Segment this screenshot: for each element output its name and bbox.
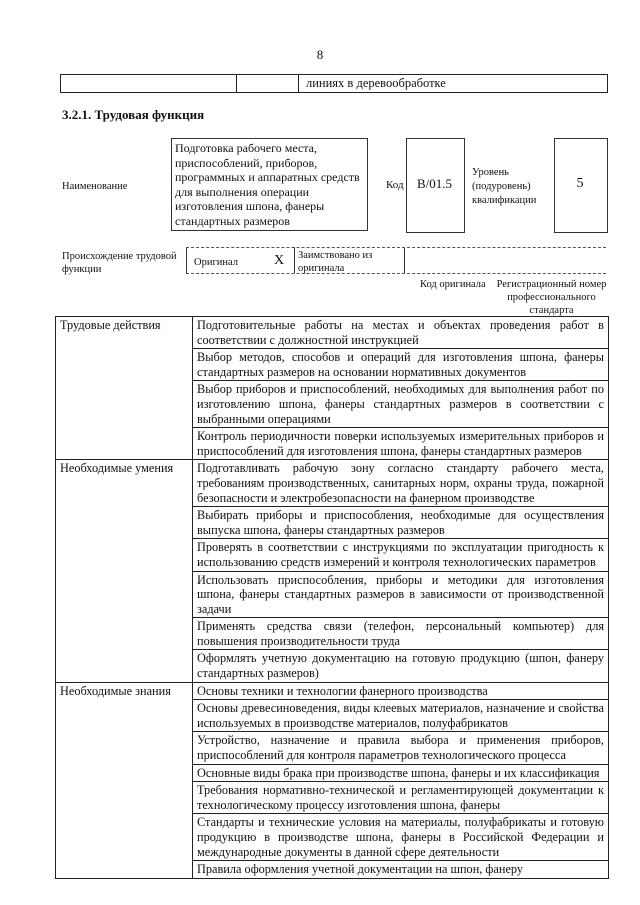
group-item: Основы техники и технологии фанерного производства bbox=[193, 682, 609, 700]
continued-text: линиях в деревообработке bbox=[306, 76, 446, 90]
group-title: Необходимые умения bbox=[56, 460, 193, 682]
group-item: Подготовительные работы на местах и объектах проведения работ в соответствии с должностной инструкцией bbox=[193, 317, 609, 349]
continued-table-row bbox=[60, 74, 608, 93]
table-cell-empty bbox=[236, 75, 299, 92]
group-item: Выбор методов, способов и операций для изготовления шпона, фанеры стандартных размеров на основании нормативных документов bbox=[193, 349, 609, 381]
table-row bbox=[56, 460, 609, 507]
table-cell-empty bbox=[61, 75, 237, 92]
page-number: 8 bbox=[316, 47, 324, 62]
table-row bbox=[56, 317, 609, 349]
section-title: 3.2.1. Трудовая функция bbox=[62, 107, 205, 122]
origin-label: Происхождение трудовой функции bbox=[62, 251, 177, 275]
borrowed-label: Заимствовано из оригинала bbox=[298, 250, 373, 274]
group-item: Выбирать приборы и приспособления, необходимые для осуществления выпуска шпона, фанеры стандартных размеров bbox=[193, 507, 609, 539]
reference-cell bbox=[404, 247, 605, 273]
level-value: 5 bbox=[576, 176, 584, 191]
group-title: Трудовые действия bbox=[56, 317, 193, 460]
group-item: Правила оформления учетной документации на шпон, фанеру bbox=[193, 861, 609, 879]
group-item: Подготавливать рабочую зону согласно стандарту рабочего места, требованиям производственных, санитарных норм, охраны труда, пожарной безопасности и электробезопасности на фанерном производстве bbox=[193, 460, 609, 507]
code-value: В/01.5 bbox=[416, 176, 453, 191]
dashed-line-bottom bbox=[186, 273, 606, 274]
function-details-table bbox=[55, 316, 609, 879]
function-name-box: Подготовка рабочего места, приспособлений, приборов, программных и аппаратных средств для выполнения операции изготовления шпона, фанеры стандартных размеров bbox=[171, 138, 368, 231]
group-title: Необходимые знания bbox=[56, 682, 193, 878]
group-item: Использовать приспособления, приборы и методики для изготовления шпона, фанеры стандартных размеров в зависимости от производственной задачи bbox=[193, 571, 609, 618]
dashed-line-top bbox=[186, 247, 606, 248]
level-label: Уровень (подуровень) квалификации bbox=[472, 167, 537, 206]
original-label: Оригинал bbox=[194, 257, 238, 268]
group-item: Стандарты и технические условия на материалы, полуфабрикаты и готовую продукцию в производстве шпона, фанеры в Российской Федерации и международные документы в данной сфере деятельности bbox=[193, 814, 609, 861]
group-item: Устройство, назначение и правила выбора и применения приборов, приспособлений для контроля параметров технологического процесса bbox=[193, 732, 609, 764]
group-item: Оформлять учетную документацию на готовую продукцию (шпон, фанеру стандартных размеров) bbox=[193, 650, 609, 682]
reg-number-label: Регистрационный номер профессионального стандарта bbox=[496, 279, 607, 316]
group-item: Контроль периодичности поверки используемых измерительных приборов и приспособлений для изготовления шпона, фанеры стандартных размеров bbox=[193, 428, 609, 460]
group-item: Применять средства связи (телефон, персональный компьютер) для повышения производительности труда bbox=[193, 618, 609, 650]
name-label: Наименование bbox=[62, 181, 128, 192]
code-original-label: Код оригинала bbox=[420, 279, 486, 290]
table-row bbox=[56, 682, 609, 700]
original-mark: X bbox=[274, 253, 285, 268]
group-item: Требования нормативно-технической и регламентирующей документации к технологическому процессу изготовления шпона, фанеры bbox=[193, 782, 609, 814]
code-label: Код bbox=[386, 179, 404, 191]
group-item: Проверять в соответствии с инструкциями по эксплуатации пригодность к использованию средств измерений и контроля технологических параметров bbox=[193, 539, 609, 571]
group-item: Основы древесиноведения, виды клеевых материалов, назначение и свойства используемых в производстве материалов, полуфабрикатов bbox=[193, 700, 609, 732]
group-item: Основные виды брака при производстве шпона, фанеры и их классификация bbox=[193, 764, 609, 782]
group-item: Выбор приборов и приспособлений, необходимых для выполнения работ по изготовлению шпона, фанеры стандартных размеров в соответствии с выбранными операциями bbox=[193, 381, 609, 428]
